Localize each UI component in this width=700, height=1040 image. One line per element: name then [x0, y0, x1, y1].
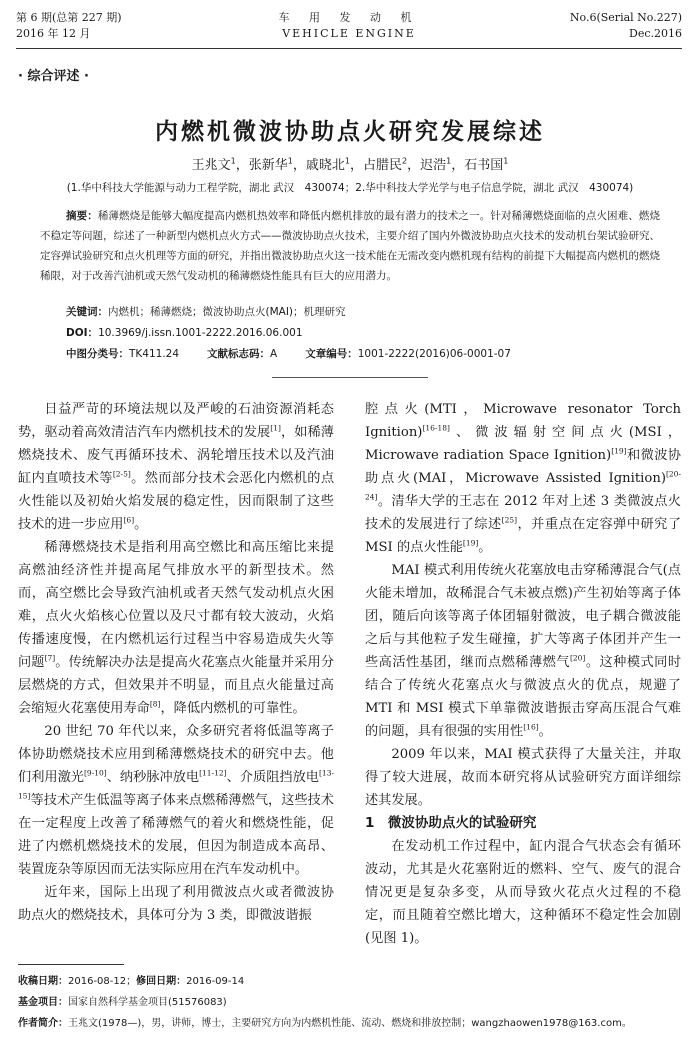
- received-label: 收稿日期：: [18, 976, 68, 987]
- author-separator: ，: [235, 158, 249, 173]
- body-paragraph: [365, 398, 681, 559]
- citation: [1]: [270, 423, 281, 433]
- text-run: 在发动机工作过程中，缸内混合气状态会有循环波动，尤其是火花塞附近的燃料、空气、废气的混合情况更是复杂多变，从而导致火花点火过程的不稳定，而且随着空燃比增大，这种循环不稳定性会加剧(见图 1)。: [365, 839, 681, 946]
- text-run: 。: [134, 517, 148, 532]
- received-date: 2016-08-12；: [68, 976, 137, 987]
- body-paragraph: [18, 720, 334, 881]
- text-run: 稀薄燃烧技术是指利用高空燃比和高压缩比来提高燃油经济性并提高尾气排放水平的新型技术。然而，高空燃比会导致汽油机或者天然气发动机点火困难，点火火焰核心位置以及尺寸都有较大波动，火焰传播速度慢，在内燃机运行过程当中容易造成失火等问题: [18, 540, 334, 670]
- author-name: 张新华: [248, 158, 288, 173]
- section-tag: · 综合评述 ·: [18, 69, 89, 84]
- citation: [19]: [462, 538, 479, 548]
- footnote-fund: [18, 993, 682, 1008]
- footnote-author: [18, 1014, 682, 1029]
- text-run: 近年来，国际上出现了利用微波点火或者微波协助点火的燃烧技术，具体可分为 3 类，即微波谐振: [18, 885, 334, 923]
- journal-name-cn: 车 用 发 动 机: [278, 11, 420, 24]
- author-separator: ，: [349, 158, 363, 173]
- header-right: [570, 10, 682, 42]
- doi: [66, 325, 303, 340]
- abstract-label: 摘要：: [66, 210, 98, 222]
- author-affiliation-mark: 2: [402, 156, 408, 166]
- text-run: 。: [538, 724, 552, 739]
- body-paragraph: [18, 881, 334, 927]
- section-heading: 1 微波协助点火的试验研究: [365, 815, 537, 831]
- text-run: 。这种模式同时结合了传统火花塞点火与微波点火的优点，规避了 MTI 和 MSI 模式下单靠微波谐振击穿高压混合气难的问题，具有很强的实用性: [365, 655, 682, 739]
- text-run: 20 世纪 70 年代以来，众多研究者将低温等离子体协助燃烧技术应用到稀薄燃烧技术的研究中去。他们利用激光: [18, 724, 334, 785]
- citation: [20]: [569, 653, 586, 663]
- text-run: 2009 年以来，MAI 模式获得了大量关注，并取得了较大进展，故而本研究将从试验研究方面详细综述其发展。: [365, 747, 681, 808]
- revised-label: 修回日期：: [136, 976, 187, 987]
- keywords: [66, 304, 346, 319]
- abstract-divider: [272, 377, 428, 378]
- text-run: 日益严苛的环境法规以及严峻的石油资源消耗态势，驱动着高效清洁汽车内燃机技术的发展: [18, 402, 334, 440]
- body-paragraph: [365, 559, 681, 743]
- text-run: MAI 模式利用传统火花塞放电击穿稀薄混合气(点火能未增加，故稀混合气未被点燃)产生初始等离子体团，随后向该等离子体团辐射微波，电子耦合微波能之后与其他粒子发生碰撞，扩大等离子体团并产生一些高活性基团，继而点燃稀薄燃气: [365, 563, 681, 670]
- citation: [8]: [149, 699, 161, 709]
- text-run: ，并重点在定容弹中研究了 MSI 的点火性能: [365, 517, 682, 555]
- author-affiliation-mark: 1: [503, 156, 509, 166]
- author-affiliation-mark: 1: [344, 156, 350, 166]
- citation: [13-15]: [18, 768, 335, 801]
- clc-value: TK411.24: [129, 348, 180, 360]
- body-paragraph: [365, 835, 681, 950]
- author-name: 迟浩: [420, 158, 447, 173]
- citation: [25]: [501, 515, 518, 525]
- doi-text: 10.3969/j.issn.1001-2222.2016.06.001: [98, 327, 303, 339]
- running-header: [16, 10, 682, 50]
- citation: [16-18]: [422, 423, 450, 433]
- text-run: ，降低内燃机的可靠性。: [160, 701, 306, 716]
- date-cn: 2016 年 12 月: [16, 27, 91, 40]
- author-affiliation-mark: 1: [230, 156, 236, 166]
- body-paragraph: [365, 743, 681, 812]
- body-column-right: [365, 398, 681, 950]
- author-name: 占腊民: [363, 158, 403, 173]
- citation: [16]: [523, 722, 539, 732]
- text-run: 。传统解决办法是提高火花塞点火能量并采用分层燃烧的方式，但效果并不明显，而且点火能量过高会缩短火花塞使用寿命: [18, 655, 335, 716]
- author-separator: ，: [407, 158, 421, 173]
- text-run: 。: [478, 540, 492, 555]
- text-run: 、纳秒脉冲放电: [106, 770, 200, 785]
- doc-code-label: 文献标志码：: [207, 348, 271, 360]
- author-affiliation-mark: 1: [287, 156, 293, 166]
- body-paragraph: [18, 536, 334, 720]
- citation: [9-10]: [84, 768, 107, 778]
- abstract: [40, 206, 660, 286]
- affiliation: (1.华中科技大学能源与动力工程学院，湖北 武汉 430074；2.华中科技大学光学与电子信息学院，湖北 武汉 430074): [66, 182, 634, 194]
- issue-cn: 第 6 期(总第 227 期): [16, 11, 122, 24]
- article-number-value: 1001-2222(2016)06-0001-07: [357, 348, 511, 360]
- text-run: ，如稀薄燃烧技术、废气再循环技术、涡轮增压技术以及汽油缸内直喷技术等: [18, 425, 334, 486]
- date-en: Dec.2016: [629, 27, 682, 40]
- text-run: 、微波辐射空间点火(MSI，Microwave radiation Space Ignition): [365, 425, 681, 463]
- fund-label: 基金项目：: [18, 997, 68, 1008]
- article-number-label: 文章编号：: [305, 348, 358, 360]
- paper-title: 内燃机微波协助点火研究发展综述: [155, 119, 545, 145]
- doc-code-value: A: [270, 348, 278, 360]
- text-run: 等技术产生低温等离子体来点燃稀薄燃气，这些技术在一定程度上改善了稀薄燃气的着火和燃烧性能，促进了内燃机燃烧技术的发展，但因为制造成本高昂、装置庞杂等原因而无法实际应用在汽车发动机中。: [18, 793, 334, 877]
- doi-label: DOI：: [66, 327, 99, 339]
- revised-date: 2016-09-14: [186, 976, 245, 987]
- author-separator: ，: [451, 158, 465, 173]
- fund-value: 国家自然科学基金项目(51576083): [68, 997, 227, 1008]
- text-run: 和微波协助点火(MAI，Microwave Assisted Ignition): [365, 448, 681, 486]
- text-run: 。然而部分技术会恶化内燃机的点火性能以及初始火焰发展的稳定性，因而限制了这些技术的进一步应用: [18, 471, 335, 532]
- journal-name-en: VEHICLE ENGINE: [282, 27, 416, 40]
- footnote-rule: [18, 964, 124, 965]
- author-name: 石书国: [464, 158, 504, 173]
- header-rule: [16, 48, 682, 49]
- keywords-label: 关键词：: [66, 306, 108, 318]
- body-paragraph: [18, 398, 334, 536]
- author-bio-value: 王兆文(1978—)，男，讲师，博士，主要研究方向为内燃机性能、流动、燃烧和排放控制；wangzhaowen1978@163.com。: [68, 1018, 632, 1029]
- footnote-dates: [18, 972, 682, 987]
- citation: [19]: [611, 446, 627, 456]
- text-run: 腔点火(MTI，Microwave resonator Torch Ignition): [365, 402, 681, 440]
- body-column-left: [18, 398, 334, 927]
- issue-en: No.6(Serial No.227): [569, 11, 682, 24]
- abstract-text: 稀薄燃烧是能够大幅度提高内燃机热效率和降低内燃机排放的最有潜力的技术之一。针对稀薄燃烧面临的点火困难、燃烧不稳定等问题，综述了一种新型内燃机点火方式——微波协助点火技术，主要介绍了国内外微波协助点火技术的发动机台架试验研究、定容弹试验研究和点火机理等方面的研究，并指出微波协助点火这一技术能在无需改变内燃机现有结构的前提下大幅提高内燃机的燃烧稀限，对于改善汽油机或天然气发动机的稀薄燃烧性能具有巨大的应用潜力。: [40, 210, 660, 282]
- classification: [66, 346, 511, 361]
- text-run: 、介质阻挡放电: [226, 770, 319, 785]
- citation: [2-5]: [112, 469, 131, 479]
- author-list: [0, 154, 700, 173]
- author-separator: ，: [292, 158, 306, 173]
- keywords-text: 内燃机；稀薄燃烧；微波协助点火(MAI)；机理研究: [108, 306, 346, 318]
- citation: [20-24]: [365, 469, 681, 502]
- author-bio-label: 作者简介：: [18, 1018, 68, 1029]
- author-name: 王兆文: [191, 158, 231, 173]
- citation: [7]: [44, 653, 56, 663]
- citation: [6]: [123, 515, 135, 525]
- text-run: 。清华大学的王志在 2012 年对上述 3 类微波点火技术的发展进行了综述: [365, 494, 681, 532]
- clc-label: 中图分类号：: [66, 348, 129, 360]
- citation: [11-12]: [199, 768, 227, 778]
- author-name: 戚晓北: [305, 158, 345, 173]
- author-affiliation-mark: 1: [446, 156, 452, 166]
